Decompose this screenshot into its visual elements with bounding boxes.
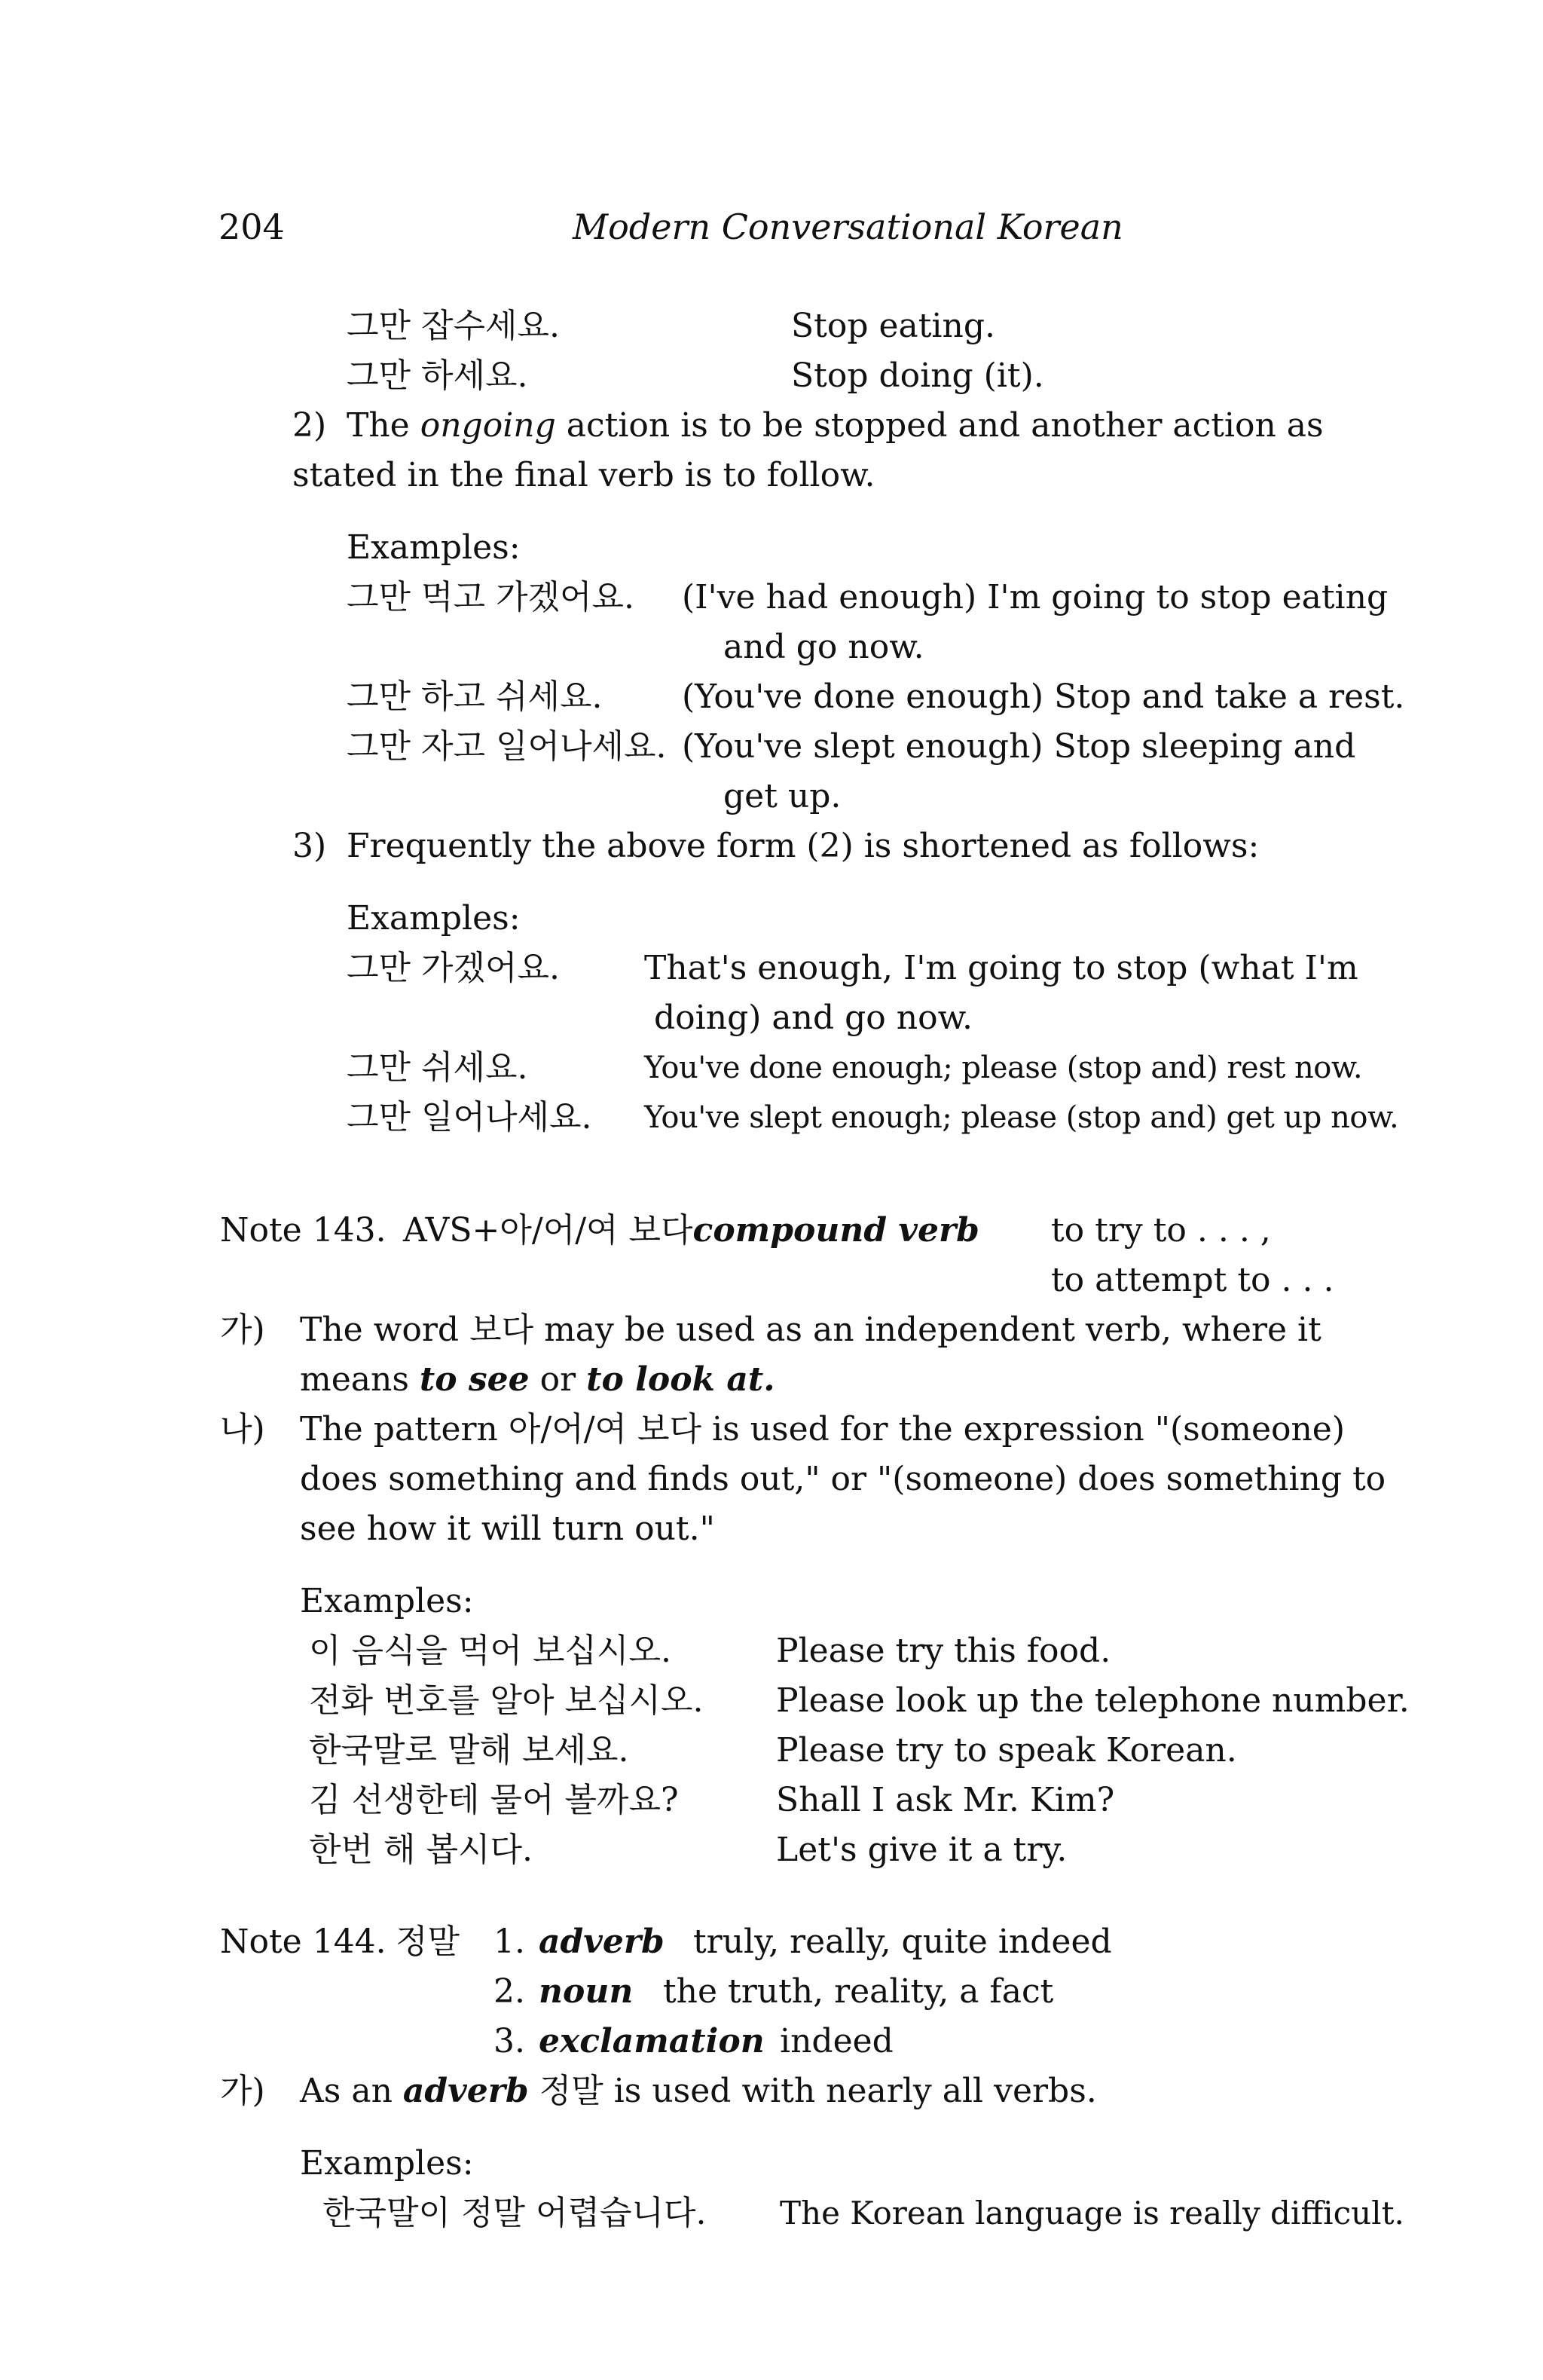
sense-number: 3. <box>493 2022 525 2060</box>
note-143-ga-line <box>0 1305 1543 1355</box>
korean-example: 그만 하세요. <box>347 356 528 395</box>
note-word: 정말 <box>396 1923 460 1961</box>
example-row <box>0 573 1543 623</box>
grammar-term: compound verb <box>692 1211 979 1250</box>
note-143-na-line <box>0 1405 1543 1455</box>
sense-gloss: indeed <box>780 2022 894 2060</box>
subsection-label: 가) <box>220 1311 265 1349</box>
note-title: Note 143. <box>220 1211 387 1250</box>
emphasis: ongoing <box>420 406 556 445</box>
running-title: Modern Conversational Korean <box>573 206 1123 247</box>
sense-gloss: truly, really, quite indeed <box>693 1923 1112 1961</box>
english-translation: The Korean language is really difficult. <box>780 2195 1404 2232</box>
english-translation: Please try to speak Korean. <box>776 1731 1237 1770</box>
note-title: Note 144. <box>220 1923 387 1961</box>
korean-example: 그만 자고 일어나세요. <box>347 727 667 766</box>
example-row <box>0 1626 1543 1676</box>
examples-heading <box>0 523 1543 573</box>
example-row <box>0 722 1543 772</box>
korean-example: 그만 잡수세요. <box>347 307 560 345</box>
page-body <box>0 301 1543 2238</box>
subsection-text: The pattern 아/어/여 보다 is used for the expression "(someone) <box>300 1410 1346 1448</box>
english-translation: You've done enough; please (stop and) rest now. <box>644 1051 1363 1085</box>
subsection-text: The word 보다 may be used as an independent verb, where it <box>300 1311 1321 1349</box>
example-row <box>0 1776 1543 1825</box>
english-translation: (I've had enough) I'm going to stop eating <box>682 578 1389 616</box>
note-143-ga-line <box>0 1355 1543 1405</box>
sense-number: 1. <box>493 1923 525 1961</box>
sense-gloss: the truth, reality, a fact <box>663 1972 1054 2011</box>
korean-example: 그만 일어나세요. <box>347 1098 592 1136</box>
examples-heading <box>0 2139 1543 2189</box>
note-gloss: to try to . . . , <box>1051 1211 1271 1250</box>
examples-label: Examples: <box>347 528 521 567</box>
note-143-heading <box>0 1206 1543 1256</box>
examples-heading <box>0 894 1543 944</box>
english-translation: You've slept enough; please (stop and) get up now. <box>644 1100 1399 1135</box>
english-translation: and go now. <box>723 628 924 666</box>
item-number: 2) <box>292 406 327 445</box>
example-row <box>0 1825 1543 1875</box>
example-row-continued <box>0 772 1543 821</box>
english-translation: (You've slept enough) Stop sleeping and <box>682 727 1356 766</box>
examples-label: Examples: <box>347 899 521 938</box>
korean-example: 그만 하고 쉬세요. <box>347 678 603 716</box>
example-row-continued <box>0 623 1543 672</box>
korean-example: 이 음식을 먹어 보십시오. <box>309 1632 671 1670</box>
english-translation: Shall I ask Mr. Kim? <box>776 1781 1115 1819</box>
subsection-text: see how it will turn out." <box>300 1510 715 1548</box>
note-gloss: to attempt to . . . <box>1051 1261 1334 1299</box>
english-translation: Stop doing (it). <box>791 356 1044 395</box>
english-translation: Let's give it a try. <box>776 1831 1068 1869</box>
note-143-na-line <box>0 1504 1543 1554</box>
subsection-text: means to see or to look at. <box>300 1360 775 1399</box>
item-3-text: Frequently the above form (2) is shortened as follows: <box>347 827 1260 865</box>
examples-label: Examples: <box>300 2144 474 2183</box>
note-144-ga-line <box>0 2066 1543 2116</box>
item-2-line <box>0 401 1543 451</box>
example-row <box>0 944 1543 993</box>
example-row <box>0 1043 1543 1093</box>
example-row <box>0 1676 1543 1726</box>
english-translation: doing) and go now. <box>654 999 973 1037</box>
english-translation: (You've done enough) Stop and take a rest. <box>682 678 1405 716</box>
note-144-sense <box>0 2017 1543 2066</box>
note-pattern: AVS+아/어/여 보다compound verb <box>403 1211 979 1250</box>
page-header <box>218 202 1424 252</box>
korean-example: 한국말로 말해 보세요. <box>309 1731 629 1770</box>
note-144-sense <box>0 1967 1543 2017</box>
part-of-speech: noun <box>539 1972 634 2011</box>
english-translation: Please try this food. <box>776 1632 1111 1670</box>
korean-example: 김 선생한테 물어 볼까요? <box>309 1781 679 1819</box>
item-2-line <box>0 451 1543 500</box>
example-row <box>0 301 1543 351</box>
note-143-heading-continued <box>0 1256 1543 1305</box>
page-number: 204 <box>218 206 285 247</box>
korean-example: 전화 번호를 알아 보십시오. <box>309 1681 704 1720</box>
item-2-text: The ongoing action is to be stopped and another action as <box>347 406 1324 445</box>
example-row <box>0 672 1543 722</box>
example-row <box>0 1726 1543 1776</box>
item-number: 3) <box>292 827 327 865</box>
part-of-speech: adverb <box>539 1923 665 1961</box>
example-row-continued <box>0 993 1543 1043</box>
english-translation: get up. <box>723 777 842 815</box>
subsection-text: As an adverb 정말 is used with nearly all verbs. <box>300 2072 1097 2110</box>
example-row <box>0 2189 1543 2238</box>
english-translation: Stop eating. <box>791 307 995 345</box>
korean-example: 그만 먹고 가겠어요. <box>347 578 634 616</box>
example-row <box>0 351 1543 401</box>
sense-number: 2. <box>493 1972 525 2011</box>
note-144-heading <box>0 1917 1543 1967</box>
subsection-text: does something and finds out," or "(someone) does something to <box>300 1460 1386 1498</box>
english-translation: Please look up the telephone number. <box>776 1681 1410 1720</box>
part-of-speech: exclamation <box>539 2022 765 2060</box>
note-143-na-line <box>0 1455 1543 1504</box>
example-row <box>0 1093 1543 1143</box>
korean-example: 그만 쉬세요. <box>347 1048 528 1087</box>
english-translation: That's enough, I'm going to stop (what I'm <box>644 949 1358 987</box>
korean-example: 한국말이 정말 어렵습니다. <box>322 2194 707 2232</box>
item-3-line <box>0 821 1543 871</box>
examples-label: Examples: <box>300 1582 474 1620</box>
item-2-text: stated in the final verb is to follow. <box>292 456 875 494</box>
subsection-label: 가) <box>220 2072 265 2110</box>
korean-example: 한번 해 봅시다. <box>309 1831 533 1869</box>
examples-heading <box>0 1577 1543 1626</box>
subsection-label: 나) <box>220 1410 265 1448</box>
korean-example: 그만 가겠어요. <box>347 949 560 987</box>
